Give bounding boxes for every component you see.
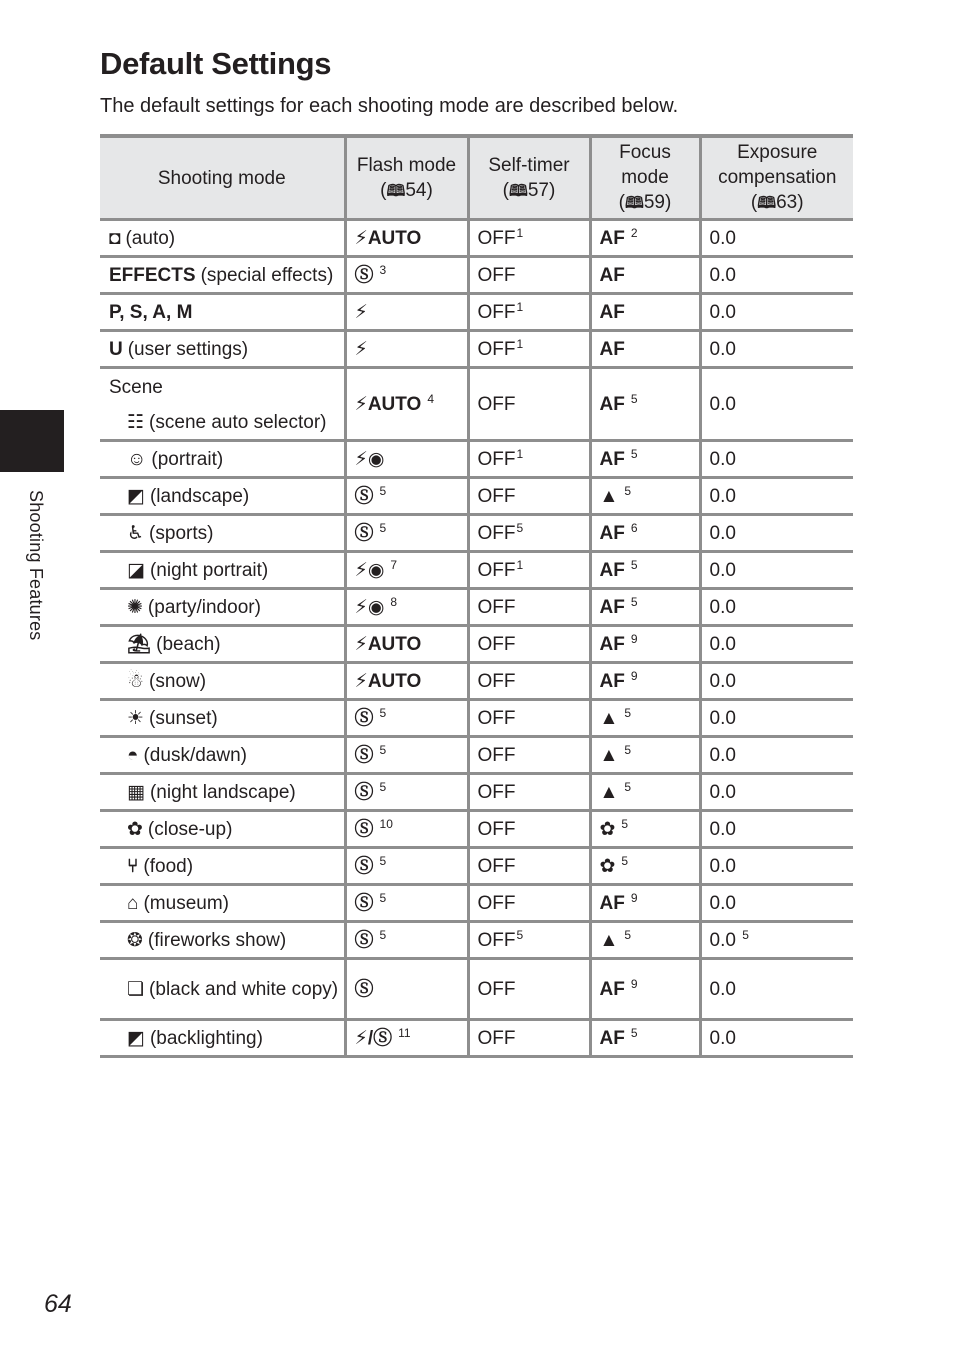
mode-label: (special effects) bbox=[200, 264, 334, 286]
timer-cell: OFF bbox=[468, 811, 590, 848]
table-row bbox=[100, 294, 853, 331]
landscape-icon: ◩ bbox=[127, 485, 145, 507]
table-row bbox=[100, 959, 853, 1020]
flash-cell: Ⓢ $^5$ bbox=[345, 774, 468, 811]
camera-icon: ◘ bbox=[109, 227, 121, 249]
mode-cell bbox=[100, 922, 345, 959]
table-row bbox=[100, 368, 853, 441]
psam-icon: P, S, A, M bbox=[109, 301, 193, 323]
mode-label: (beach) bbox=[156, 633, 221, 655]
table-row bbox=[100, 885, 853, 922]
backlighting-icon: ◩ bbox=[127, 1027, 145, 1049]
table-row bbox=[100, 848, 853, 885]
table-row bbox=[100, 663, 853, 700]
mode-cell bbox=[100, 959, 345, 1020]
focus-cell: AF $^9$ bbox=[590, 959, 700, 1020]
mode-label: (museum) bbox=[143, 892, 229, 914]
mode-cell bbox=[100, 441, 345, 478]
flash-cell: ⚡/Ⓢ $^{11}$ bbox=[345, 1020, 468, 1057]
focus-cell: AF $^5$ bbox=[590, 1020, 700, 1057]
book-reference-icon: 🕮 bbox=[757, 195, 777, 212]
flash-cell: Ⓢ $^5$ bbox=[345, 700, 468, 737]
snow-icon: ☃ bbox=[127, 670, 145, 692]
focus-cell: AF $^5$ bbox=[590, 552, 700, 589]
timer-cell: OFF bbox=[468, 700, 590, 737]
section-side-label: Shooting Features bbox=[26, 490, 46, 641]
exposure-cell: 0.0 bbox=[700, 737, 853, 774]
exposure-cell: 0.0 bbox=[700, 811, 853, 848]
focus-cell: AF bbox=[590, 294, 700, 331]
exposure-cell: 0.0 bbox=[700, 368, 853, 441]
flash-cell: ⚡◉ bbox=[345, 441, 468, 478]
focus-cell: AF $^9$ bbox=[590, 626, 700, 663]
focus-cell: AF $^6$ bbox=[590, 515, 700, 552]
mode-label: (snow) bbox=[149, 670, 207, 692]
mode-cell bbox=[100, 589, 345, 626]
table-row bbox=[100, 515, 853, 552]
focus-cell: AF $^9$ bbox=[590, 885, 700, 922]
mode-cell bbox=[100, 552, 345, 589]
exposure-cell: 0.0 bbox=[700, 885, 853, 922]
flash-cell: ⚡AUTO bbox=[345, 626, 468, 663]
flash-cell: ⚡◉ $^8$ bbox=[345, 589, 468, 626]
table-row bbox=[100, 257, 853, 294]
black-and-white-copy-icon: ❏ bbox=[127, 978, 145, 1000]
exposure-cell: 0.0 bbox=[700, 700, 853, 737]
book-reference-icon: 🕮 bbox=[624, 195, 644, 212]
flash-cell: Ⓢ $^5$ bbox=[345, 515, 468, 552]
mode-label: (dusk/dawn) bbox=[143, 744, 247, 766]
museum-icon: ⌂ bbox=[127, 892, 139, 914]
mode-label: (backlighting) bbox=[149, 1027, 263, 1049]
focus-cell: AF bbox=[590, 331, 700, 368]
timer-cell: OFF$^5$ bbox=[468, 922, 590, 959]
mode-cell bbox=[100, 737, 345, 774]
mode-cell bbox=[100, 848, 345, 885]
mode-cell bbox=[100, 368, 345, 441]
user-settings-icon: U bbox=[109, 338, 123, 360]
book-reference-icon: 🕮 bbox=[386, 182, 406, 200]
timer-cell: OFF$^1$ bbox=[468, 331, 590, 368]
focus-cell: ▲ $^5$ bbox=[590, 700, 700, 737]
table-row bbox=[100, 478, 853, 515]
mode-label: (portrait) bbox=[151, 448, 224, 470]
mode-cell bbox=[100, 1020, 345, 1057]
exposure-cell: 0.0 bbox=[700, 441, 853, 478]
timer-cell: OFF$^1$ bbox=[468, 552, 590, 589]
flash-cell: Ⓢ $^5$ bbox=[345, 737, 468, 774]
focus-cell: ▲ $^5$ bbox=[590, 922, 700, 959]
portrait-icon: ☺ bbox=[127, 448, 147, 470]
focus-cell: ▲ $^5$ bbox=[590, 774, 700, 811]
effects-icon: EFFECTS bbox=[109, 264, 196, 286]
timer-cell: OFF bbox=[468, 1020, 590, 1057]
timer-cell: OFF$^1$ bbox=[468, 441, 590, 478]
table-row bbox=[100, 331, 853, 368]
flash-cell: ⚡AUTO bbox=[345, 663, 468, 700]
focus-cell: AF $^9$ bbox=[590, 663, 700, 700]
night-portrait-icon: ◪ bbox=[127, 559, 145, 581]
focus-cell: ✿ $^5$ bbox=[590, 848, 700, 885]
exposure-cell: 0.0 bbox=[700, 294, 853, 331]
timer-cell: OFF bbox=[468, 774, 590, 811]
exposure-cell: 0.0 bbox=[700, 552, 853, 589]
focus-cell: AF $^5$ bbox=[590, 368, 700, 441]
exposure-cell: 0.0 bbox=[700, 959, 853, 1020]
header-focus-mode: Focus mode (🕮59) bbox=[590, 136, 700, 220]
mode-cell bbox=[100, 294, 345, 331]
exposure-cell: 0.0 bbox=[700, 478, 853, 515]
mode-cell bbox=[100, 811, 345, 848]
sports-icon: ♿ bbox=[127, 522, 145, 544]
page-title: Default Settings bbox=[100, 46, 332, 81]
timer-cell: OFF bbox=[468, 663, 590, 700]
timer-cell: OFF bbox=[468, 478, 590, 515]
focus-cell: ▲ $^5$ bbox=[590, 478, 700, 515]
page-number: 64 bbox=[44, 1290, 72, 1318]
timer-cell: OFF bbox=[468, 257, 590, 294]
exposure-cell: 0.0 bbox=[700, 515, 853, 552]
mode-cell bbox=[100, 626, 345, 663]
mode-cell bbox=[100, 700, 345, 737]
flash-cell: Ⓢ $^{10}$ bbox=[345, 811, 468, 848]
focus-cell: ▲ $^5$ bbox=[590, 737, 700, 774]
exposure-cell: 0.0 bbox=[700, 1020, 853, 1057]
mode-label: (auto) bbox=[125, 227, 176, 249]
exposure-cell: 0.0 bbox=[700, 220, 853, 257]
exposure-cell: 0.0 bbox=[700, 848, 853, 885]
table-row bbox=[100, 220, 853, 257]
dusk-dawn-icon: ◓ bbox=[127, 744, 139, 766]
mode-cell bbox=[100, 774, 345, 811]
close-up-icon: ✿ bbox=[127, 818, 143, 840]
section-tab-marker bbox=[0, 410, 64, 472]
header-flash-mode: Flash mode (🕮54) bbox=[345, 136, 468, 220]
mode-label: (food) bbox=[143, 855, 194, 877]
table-row bbox=[100, 626, 853, 663]
timer-cell: OFF bbox=[468, 626, 590, 663]
timer-cell: OFF bbox=[468, 589, 590, 626]
flash-cell: Ⓢ $^5$ bbox=[345, 922, 468, 959]
header-exposure-compensation: Exposure compensation (🕮63) bbox=[700, 136, 853, 220]
beach-icon: ⛱ bbox=[127, 633, 152, 655]
flash-cell: Ⓢ $^5$ bbox=[345, 478, 468, 515]
timer-cell: OFF bbox=[468, 959, 590, 1020]
mode-label: (party/indoor) bbox=[147, 596, 261, 618]
table-header-row bbox=[100, 136, 853, 220]
focus-cell: AF bbox=[590, 257, 700, 294]
table-row bbox=[100, 922, 853, 959]
mode-cell bbox=[100, 220, 345, 257]
focus-cell: AF $^5$ bbox=[590, 589, 700, 626]
scene-auto-selector-icon: ☷ bbox=[127, 412, 145, 433]
table-row bbox=[100, 589, 853, 626]
timer-cell: OFF bbox=[468, 737, 590, 774]
exposure-cell: 0.0 bbox=[700, 663, 853, 700]
book-reference-icon: 🕮 bbox=[508, 182, 528, 200]
flash-cell: Ⓢ bbox=[345, 959, 468, 1020]
mode-cell bbox=[100, 478, 345, 515]
table-row bbox=[100, 774, 853, 811]
mode-cell bbox=[100, 257, 345, 294]
timer-cell: OFF bbox=[468, 885, 590, 922]
exposure-cell: 0.0 bbox=[700, 589, 853, 626]
scene-heading: Scene bbox=[109, 377, 163, 398]
table-row bbox=[100, 700, 853, 737]
mode-cell bbox=[100, 885, 345, 922]
food-icon: ⑂ bbox=[127, 855, 139, 877]
table-row bbox=[100, 737, 853, 774]
mode-label: (fireworks show) bbox=[147, 929, 287, 951]
flash-cell: ⚡◉ $^7$ bbox=[345, 552, 468, 589]
timer-cell: OFF$^1$ bbox=[468, 220, 590, 257]
timer-cell: OFF bbox=[468, 368, 590, 441]
flash-cell: ⚡AUTO $^4$ bbox=[345, 368, 468, 441]
mode-label: (sunset) bbox=[149, 707, 218, 729]
exposure-cell: 0.0 bbox=[700, 774, 853, 811]
mode-label: (black and white copy) bbox=[149, 978, 339, 1000]
table-row bbox=[100, 811, 853, 848]
focus-cell: ✿ $^5$ bbox=[590, 811, 700, 848]
mode-label: (night portrait) bbox=[149, 559, 269, 581]
intro-text: The default settings for each shooting mode are described below. bbox=[100, 95, 679, 117]
focus-cell: AF $^5$ bbox=[590, 441, 700, 478]
flash-cell: Ⓢ $^3$ bbox=[345, 257, 468, 294]
timer-cell: OFF$^1$ bbox=[468, 294, 590, 331]
table-row bbox=[100, 552, 853, 589]
flash-cell: ⚡ bbox=[345, 294, 468, 331]
header-self-timer: Self-timer (🕮57) bbox=[468, 136, 590, 220]
sunset-icon: ☀ bbox=[127, 707, 145, 729]
flash-cell: Ⓢ $^5$ bbox=[345, 885, 468, 922]
mode-label: (night landscape) bbox=[149, 781, 296, 803]
mode-cell bbox=[100, 515, 345, 552]
exposure-cell: 0.0 $^5$ bbox=[700, 922, 853, 959]
default-settings-table bbox=[100, 134, 853, 1058]
night-landscape-icon: ▦ bbox=[127, 781, 145, 803]
mode-label: (sports) bbox=[149, 522, 214, 544]
flash-cell: ⚡AUTO bbox=[345, 220, 468, 257]
focus-cell: AF $^2$ bbox=[590, 220, 700, 257]
mode-cell bbox=[100, 663, 345, 700]
exposure-cell: 0.0 bbox=[700, 257, 853, 294]
fireworks-show-icon: ❂ bbox=[127, 929, 143, 951]
exposure-cell: 0.0 bbox=[700, 331, 853, 368]
table-row bbox=[100, 441, 853, 478]
flash-cell: Ⓢ $^5$ bbox=[345, 848, 468, 885]
timer-cell: OFF bbox=[468, 848, 590, 885]
mode-label: (close-up) bbox=[147, 818, 233, 840]
header-shooting-mode: Shooting mode bbox=[100, 136, 345, 220]
mode-cell bbox=[100, 331, 345, 368]
table-row bbox=[100, 1020, 853, 1057]
mode-label: (landscape) bbox=[149, 485, 250, 507]
party-indoor-icon: ✺ bbox=[127, 596, 143, 618]
exposure-cell: 0.0 bbox=[700, 626, 853, 663]
mode-label: (scene auto selector) bbox=[149, 412, 327, 433]
mode-label: (user settings) bbox=[127, 338, 249, 360]
timer-cell: OFF$^5$ bbox=[468, 515, 590, 552]
flash-cell: ⚡ bbox=[345, 331, 468, 368]
